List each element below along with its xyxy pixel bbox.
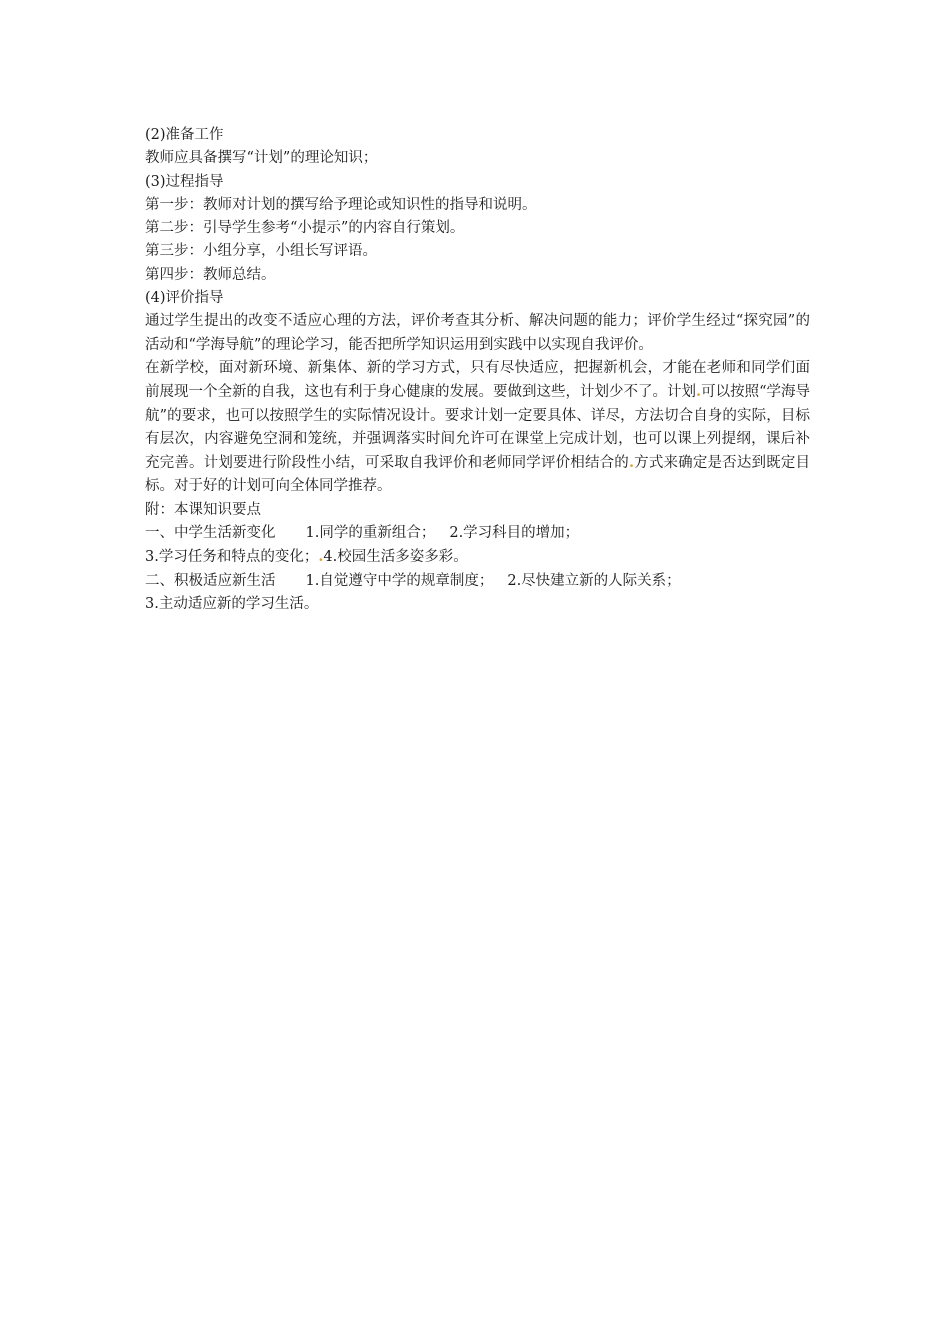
mark-dot: . (318, 548, 324, 566)
step-four: 第四步：教师总结。 (145, 266, 276, 283)
knowledge-point-one-cont (145, 545, 810, 569)
section-heading-prep: (2)准备工作 (145, 127, 224, 143)
mark-dot: . (696, 383, 702, 401)
prep-text: 教师应具备撰写“计划”的理论知识； (145, 150, 378, 167)
step-two: 第二步：引导学生参考“小提示”的内容自行策划。 (145, 220, 465, 237)
point-one-item-4: 4.校园生活多姿多彩。 (323, 549, 468, 566)
school-paragraph (145, 357, 810, 499)
document-body (145, 124, 810, 616)
section-heading-process: (3)过程指导 (145, 173, 224, 190)
step-three: 第三步：小组分享，小组长写评语。 (145, 243, 377, 260)
school-paragraph-part-2: 可以按照“学海导航”的要求，也可以按照学生的实际情况设计。要求计划一定要具体、详尽，方法切合自身的实际，目标有层次，内容避免空洞和笼统，并强调落实时间允许可在课堂上完成计划，也可以课上列提纲，课后补充完善。计划要进行阶段性小结，可采取自我评价和老师同学评价相结合的 (145, 384, 810, 472)
knowledge-point-two-cont: 3.主动适应新的学习生活。 (145, 595, 319, 612)
school-paragraph-part-1: 在新学校，面对新环境、新集体、新的学习方式，只有尽快适应，把握新机会，才能在老师和同学们面前展现一个全新的自我，这也有利于身心健康的发展。要做到这些，计划少不了。计划 (145, 359, 810, 401)
point-one-item-3: 3.学习任务和特点的变化； (145, 549, 319, 566)
step-one: 第一步：教师对计划的撰写给予理论或知识性的指导和说明。 (145, 196, 537, 213)
point-two-item-2: 2.尽快建立新的人际关系； (507, 572, 681, 589)
point-one-title: 一、中学生活新变化 (145, 525, 276, 542)
section-heading-evaluation: (4)评价指导 (145, 290, 224, 307)
knowledge-point-one (145, 522, 810, 545)
point-two-title: 二、积极适应新生活 (145, 572, 276, 589)
mark-dot: . (628, 454, 635, 472)
point-one-item-2: 2.学习科目的增加； (449, 525, 580, 542)
point-two-item-1: 1.自觉遵守中学的规章制度； (305, 572, 494, 589)
knowledge-point-two (145, 570, 810, 593)
school-paragraph-part-3: 方式来确定是否达到既定目标。对于好的计划可向全体同学推荐。 (145, 455, 810, 495)
evaluation-paragraph: 通过学生提出的改变不适应心理的方法，评价考查其分析、解决问题的能力；评价学生经过“探究园”的活动和“学海导航”的理论学习，能否把所学知识运用到实践中以实现自我评价。 (145, 313, 810, 353)
point-one-item-1: 1.同学的重新组合； (305, 525, 436, 542)
appendix-title: 附：本课知识要点 (145, 501, 261, 518)
